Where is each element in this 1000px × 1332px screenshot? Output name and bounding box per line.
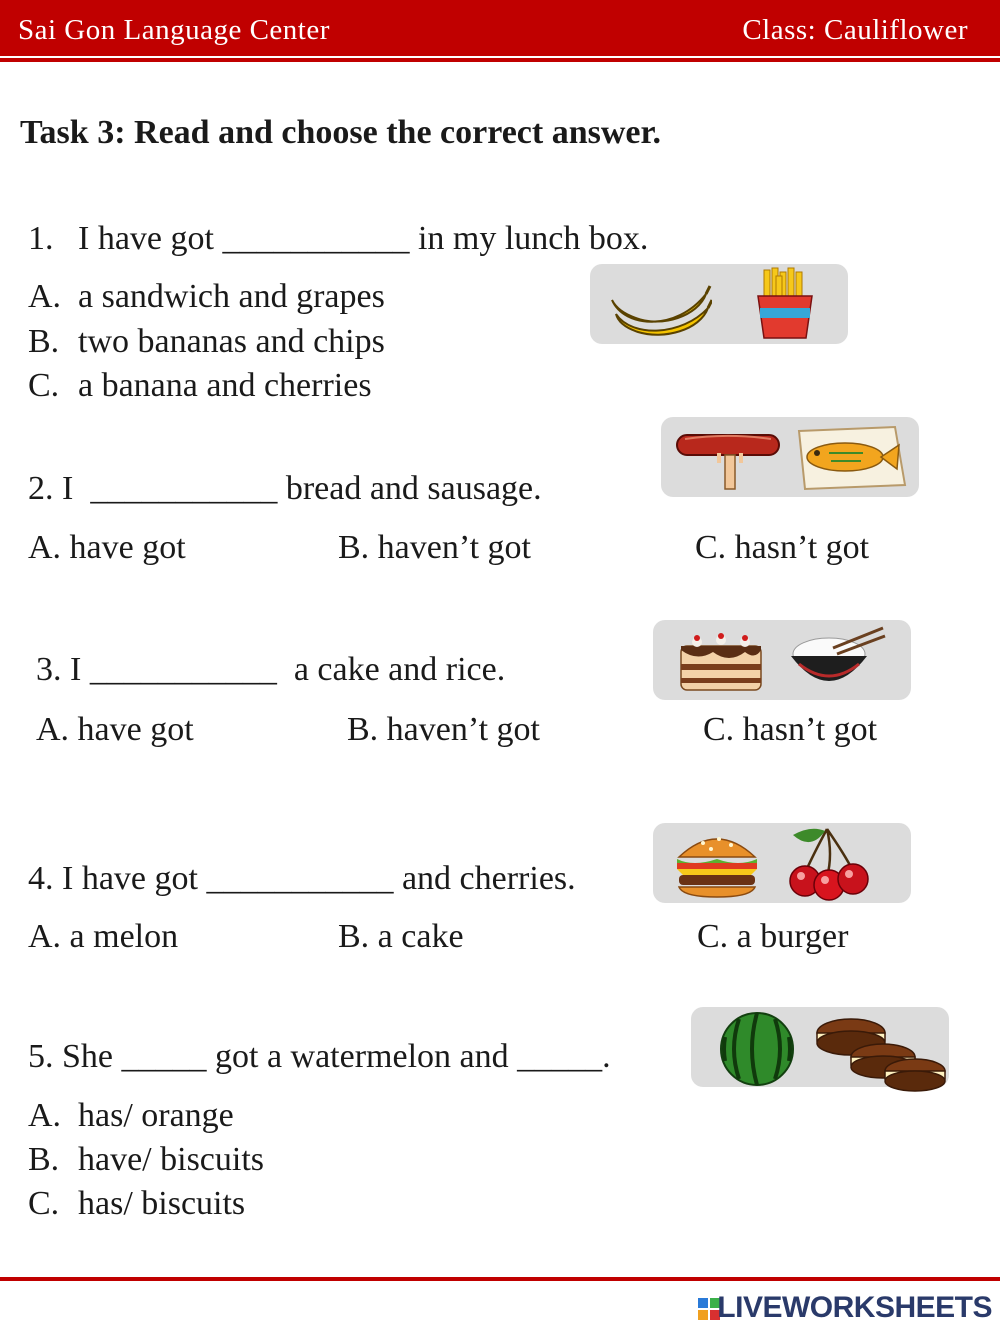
q5-option-b-letter: B. (28, 1141, 60, 1178)
q4-option-b[interactable]: B. a cake (338, 918, 464, 955)
q1-option-c-letter: C. (28, 367, 60, 404)
cherries-icon (783, 825, 873, 901)
liveworksheets-brand[interactable]: LIVEWORKSHEETS (717, 1291, 992, 1324)
question-4-text: 4. I have got ___________ and cherries. (28, 860, 576, 897)
task-title: Task 3: Read and choose the correct answer. (20, 114, 661, 151)
question-1-text: I have got ___________ in my lunch box. (78, 220, 649, 257)
q4-option-a[interactable]: A. a melon (28, 918, 179, 955)
header-divider (0, 58, 1000, 62)
question-5-text: 5. She _____ got a watermelon and _____. (28, 1038, 611, 1075)
fish-dish-icon (793, 423, 909, 493)
q1-option-b-letter: B. (28, 323, 60, 360)
q5-option-b[interactable]: have/ biscuits (78, 1141, 265, 1178)
q5-option-c-letter: C. (28, 1185, 60, 1222)
q2-option-a[interactable]: A. have got (28, 529, 186, 566)
q2-option-c[interactable]: C. hasn’t got (695, 529, 870, 566)
q4-picture-panel (653, 823, 911, 903)
watermelon-icon (717, 1009, 797, 1087)
question-3-text: 3. I ___________ a cake and rice. (36, 651, 506, 688)
q3-option-a[interactable]: A. have got (36, 711, 194, 748)
rice-bowl-icon (787, 626, 887, 696)
q3-option-c[interactable]: C. hasn’t got (703, 711, 878, 748)
q2-option-b[interactable]: B. haven’t got (338, 529, 531, 566)
q1-option-c[interactable]: a banana and cherries (78, 367, 372, 404)
center-name: Sai Gon Language Center (18, 14, 330, 46)
class-label: Class: Cauliflower (742, 14, 968, 46)
cake-icon (677, 628, 765, 694)
q3-option-b[interactable]: B. haven’t got (347, 711, 540, 748)
sausage-fork-icon (673, 425, 783, 493)
q5-option-a[interactable]: has/ orange (78, 1097, 234, 1134)
question-2-text: 2. I ___________ bread and sausage. (28, 470, 542, 507)
bananas-icon (606, 270, 712, 340)
q4-option-c[interactable]: C. a burger (697, 918, 849, 955)
french-fries-icon (752, 266, 818, 342)
q5-option-c[interactable]: has/ biscuits (78, 1185, 246, 1222)
question-1-number: 1. (28, 220, 54, 257)
q2-picture-panel (661, 417, 919, 497)
q5-option-a-letter: A. (28, 1097, 62, 1134)
q1-option-a-letter: A. (28, 278, 62, 315)
q1-option-b[interactable]: two bananas and chips (78, 323, 385, 360)
q3-picture-panel (653, 620, 911, 700)
burger-icon (673, 827, 761, 899)
q5-picture-panel (691, 1007, 949, 1087)
biscuits-icon (811, 1013, 951, 1095)
q1-picture-panel (590, 264, 848, 344)
q1-option-a[interactable]: a sandwich and grapes (78, 278, 385, 315)
footer-divider (0, 1277, 1000, 1281)
